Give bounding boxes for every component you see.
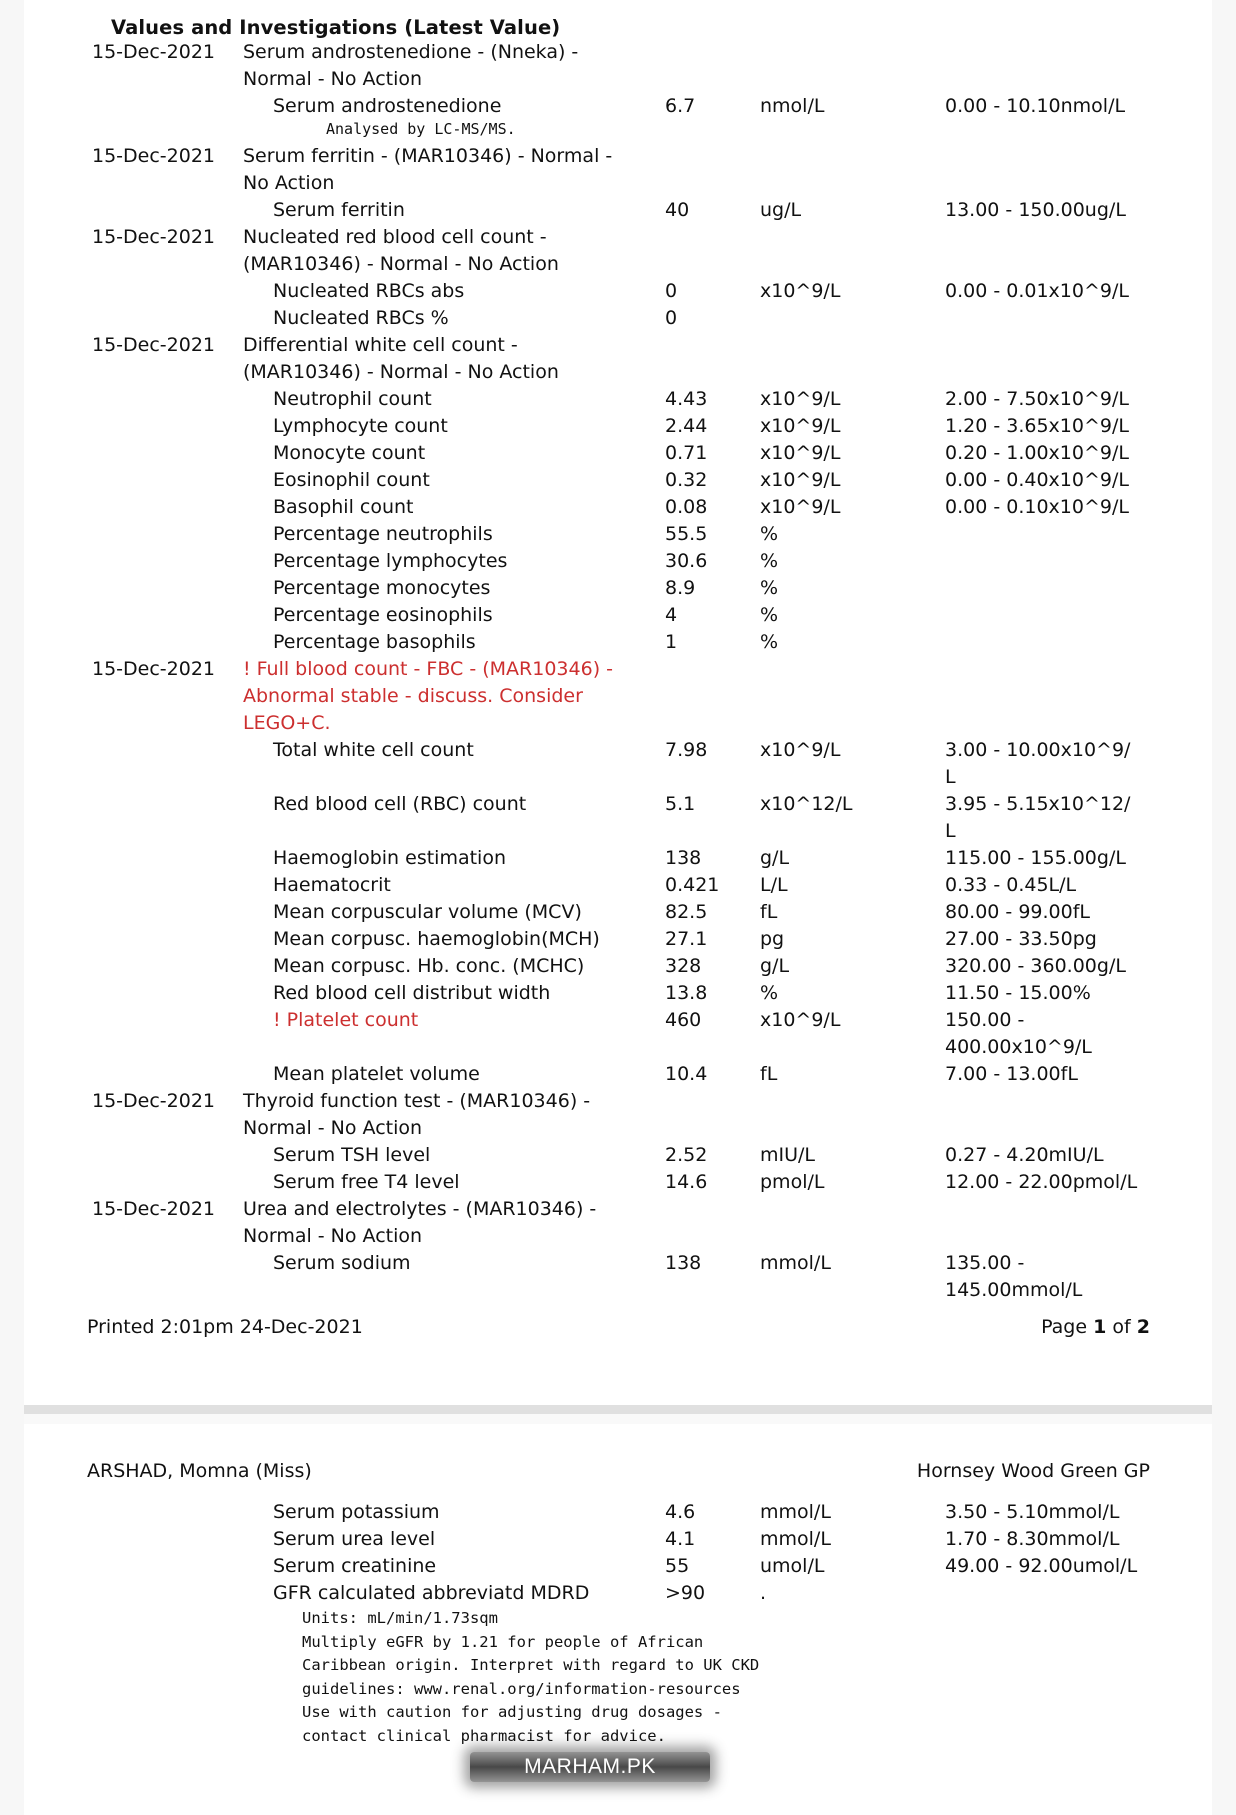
result-row <box>24 1526 1212 1553</box>
result-value: 328 <box>665 955 702 977</box>
result-row <box>24 548 1212 575</box>
result-value: 0 <box>665 280 678 302</box>
result-range: 320.00 - 360.00g/L <box>945 955 1126 977</box>
result-range: 2.00 - 7.50x10^9/L <box>945 388 1129 410</box>
result-date: 15-Dec-2021 <box>92 226 216 248</box>
result-value: 55 <box>665 1555 690 1577</box>
result-name: Percentage monocytes <box>273 577 491 599</box>
result-name: Nucleated RBCs % <box>273 307 449 329</box>
result-row <box>24 93 1212 120</box>
result-unit: x10^9/L <box>760 415 841 437</box>
result-unit: . <box>760 1582 767 1604</box>
results-list-continued <box>24 1499 1212 1748</box>
result-date: 15-Dec-2021 <box>92 1198 216 1220</box>
result-row <box>24 1580 1212 1607</box>
result-range: 11.50 - 15.00% <box>945 982 1091 1004</box>
result-name: Basophil count <box>273 496 414 518</box>
group-header <box>24 39 1212 93</box>
result-name: Percentage lymphocytes <box>273 550 508 572</box>
gfr-note: contact clinical pharmacist for advice. <box>302 1726 666 1745</box>
result-unit: pmol/L <box>760 1171 825 1193</box>
gfr-note: Caribbean origin. Interpret with regard to UK CKD <box>302 1656 760 1674</box>
result-row <box>24 872 1212 899</box>
result-row <box>24 440 1212 467</box>
result-range: 0.00 - 0.10x10^9/L <box>945 496 1129 518</box>
group-heading: Differential white cell count - (MAR10346) - Normal - No Action <box>243 334 559 383</box>
result-name: Serum ferritin <box>273 199 405 221</box>
practice-name: Hornsey Wood Green GP <box>916 1460 1150 1482</box>
result-unit: % <box>760 604 779 626</box>
result-unit: x10^9/L <box>760 739 841 761</box>
result-value: 6.7 <box>665 95 696 117</box>
result-value: 0 <box>665 307 678 329</box>
result-name: Percentage neutrophils <box>273 523 493 545</box>
result-unit: umol/L <box>760 1555 825 1577</box>
result-name: Red blood cell (RBC) count <box>273 793 527 815</box>
result-name: Nucleated RBCs abs <box>273 280 465 302</box>
result-value: 55.5 <box>665 523 708 545</box>
watermark-logo: MARHAM.PK <box>470 1752 710 1782</box>
result-date: 15-Dec-2021 <box>92 658 216 680</box>
result-name: Serum free T4 level <box>273 1171 460 1193</box>
result-unit: g/L <box>760 847 790 869</box>
result-value: >90 <box>665 1582 706 1604</box>
result-value: 4.43 <box>665 388 708 410</box>
result-range: 12.00 - 22.00pmol/L <box>945 1171 1138 1193</box>
result-range: 3.95 - 5.15x10^12/ L <box>945 793 1131 842</box>
result-range: 7.00 - 13.00fL <box>945 1063 1078 1085</box>
result-name: Mean corpuscular volume (MCV) <box>273 901 582 923</box>
result-row <box>24 197 1212 224</box>
result-name: Neutrophil count <box>273 388 432 410</box>
result-name: Serum androstenedione <box>273 95 502 117</box>
result-name: Percentage eosinophils <box>273 604 493 626</box>
result-unit: mmol/L <box>760 1528 831 1550</box>
result-unit: % <box>760 631 779 653</box>
result-range: 0.00 - 10.10nmol/L <box>945 95 1126 117</box>
result-name: Serum sodium <box>273 1252 411 1274</box>
section-title: Values and Investigations (Latest Value) <box>111 16 561 39</box>
result-unit: % <box>760 550 779 572</box>
result-range: 0.20 - 1.00x10^9/L <box>945 442 1129 464</box>
result-unit: x10^9/L <box>760 442 841 464</box>
report-page-1 <box>24 0 1212 1405</box>
result-value: 8.9 <box>665 577 696 599</box>
result-unit: L/L <box>760 874 788 896</box>
result-range: 135.00 - 145.00mmol/L <box>945 1252 1083 1301</box>
result-name: Monocyte count <box>273 442 426 464</box>
result-row <box>24 980 1212 1007</box>
gfr-note: Use with caution for adjusting drug dosages - <box>302 1703 722 1721</box>
result-value: 460 <box>665 1009 702 1031</box>
page-break-divider <box>24 1405 1212 1414</box>
result-unit: mmol/L <box>760 1501 831 1523</box>
result-unit: x10^9/L <box>760 388 841 410</box>
result-name: Red blood cell distribut width <box>273 982 551 1004</box>
result-row <box>24 494 1212 521</box>
group-heading: Urea and electrolytes - (MAR10346) - Normal - No Action <box>243 1198 597 1247</box>
result-range: 3.50 - 5.10mmol/L <box>945 1501 1120 1523</box>
result-value: 13.8 <box>665 982 708 1004</box>
result-value: 138 <box>665 847 702 869</box>
gfr-note: Multiply eGFR by 1.21 for people of African <box>302 1632 704 1651</box>
result-range: 13.00 - 150.00ug/L <box>945 199 1126 221</box>
result-value: 10.4 <box>665 1063 708 1085</box>
group-header <box>24 332 1212 386</box>
result-row <box>24 1061 1212 1088</box>
result-name: GFR calculated abbreviatd MDRD <box>273 1582 590 1604</box>
result-date: 15-Dec-2021 <box>92 1090 216 1112</box>
result-value: 138 <box>665 1252 702 1274</box>
result-unit: pg <box>760 928 785 950</box>
gfr-notes <box>24 1607 1212 1748</box>
result-unit: g/L <box>760 955 790 977</box>
group-heading: Thyroid function test - (MAR10346) - Normal - No Action <box>243 1090 591 1139</box>
result-value: 4 <box>665 604 678 626</box>
group-header <box>24 1196 1212 1250</box>
result-name: Mean corpusc. haemoglobin(MCH) <box>273 928 600 950</box>
printed-timestamp: Printed 2:01pm 24-Dec-2021 <box>87 1316 363 1338</box>
result-name: Serum creatinine <box>273 1555 437 1577</box>
result-value: 14.6 <box>665 1171 708 1193</box>
result-value: 0.08 <box>665 496 708 518</box>
result-unit: x10^9/L <box>760 280 841 302</box>
result-row <box>24 926 1212 953</box>
group-heading: Serum ferritin - (MAR10346) - Normal - No Action <box>243 145 613 194</box>
result-row <box>24 386 1212 413</box>
gfr-note: guidelines: www.renal.org/information-resources <box>302 1679 741 1698</box>
group-heading: Nucleated red blood cell count - (MAR10346) - Normal - No Action <box>243 226 559 275</box>
result-row <box>24 953 1212 980</box>
result-row <box>24 845 1212 872</box>
result-name: Percentage basophils <box>273 631 476 653</box>
result-value: 7.98 <box>665 739 708 761</box>
result-value: 82.5 <box>665 901 708 923</box>
result-row <box>24 1250 1212 1304</box>
result-name: Mean corpusc. Hb. conc. (MCHC) <box>273 955 585 977</box>
group-header <box>24 224 1212 278</box>
result-name: Lymphocyte count <box>273 415 448 437</box>
result-value: 30.6 <box>665 550 708 572</box>
result-value: 4.6 <box>665 1501 696 1523</box>
result-value: 0.421 <box>665 874 720 896</box>
result-row <box>24 602 1212 629</box>
result-unit: x10^9/L <box>760 469 841 491</box>
result-row <box>24 575 1212 602</box>
result-name: Serum potassium <box>273 1501 440 1523</box>
result-range: 115.00 - 155.00g/L <box>945 847 1126 869</box>
result-range: 27.00 - 33.50pg <box>945 928 1097 950</box>
result-unit: nmol/L <box>760 95 825 117</box>
result-range: 0.27 - 4.20mIU/L <box>945 1144 1104 1166</box>
result-unit: fL <box>760 901 778 923</box>
result-range: 1.20 - 3.65x10^9/L <box>945 415 1129 437</box>
result-date: 15-Dec-2021 <box>92 334 216 356</box>
page-break-spacer <box>24 1414 1212 1424</box>
result-row <box>24 467 1212 494</box>
result-row <box>24 305 1212 332</box>
result-value: 0.71 <box>665 442 708 464</box>
result-value: 1 <box>665 631 678 653</box>
group-heading: Serum androstenedione - (Nneka) - Normal - No Action <box>243 41 579 90</box>
result-value: 4.1 <box>665 1528 696 1550</box>
result-unit: mIU/L <box>760 1144 816 1166</box>
result-unit: x10^12/L <box>760 793 853 815</box>
result-range: 49.00 - 92.00umol/L <box>945 1555 1138 1577</box>
result-range: 1.70 - 8.30mmol/L <box>945 1528 1120 1550</box>
result-unit: mmol/L <box>760 1252 831 1274</box>
result-range: 0.00 - 0.40x10^9/L <box>945 469 1129 491</box>
result-unit: x10^9/L <box>760 1009 841 1031</box>
result-name: Total white cell count <box>273 739 474 761</box>
group-header <box>24 143 1212 197</box>
result-range: 150.00 - 400.00x10^9/L <box>945 1009 1092 1058</box>
result-range: 3.00 - 10.00x10^9/ L <box>945 739 1131 788</box>
result-note: Analysed by LC-MS/MS. <box>326 120 516 138</box>
result-range: 0.33 - 0.45L/L <box>945 874 1077 896</box>
result-name: Haemoglobin estimation <box>273 847 507 869</box>
result-name: Haematocrit <box>273 874 391 896</box>
result-name: Eosinophil count <box>273 469 430 491</box>
result-name: Serum TSH level <box>273 1144 431 1166</box>
result-row <box>24 278 1212 305</box>
patient-name: ARSHAD, Momna (Miss) <box>87 1460 312 1482</box>
group-heading-abnormal: ! Full blood count - FBC - (MAR10346) - Abnormal stable - discuss. Consider LEGO+C. <box>243 658 613 734</box>
result-name: Serum urea level <box>273 1528 436 1550</box>
result-value: 2.52 <box>665 1144 708 1166</box>
result-unit: % <box>760 577 779 599</box>
result-unit: fL <box>760 1063 778 1085</box>
result-row-abnormal <box>24 1007 1212 1061</box>
result-row <box>24 413 1212 440</box>
result-row <box>24 1499 1212 1526</box>
result-value: 5.1 <box>665 793 696 815</box>
result-row <box>24 1553 1212 1580</box>
group-header <box>24 1088 1212 1142</box>
result-value: 40 <box>665 199 690 221</box>
result-name-abnormal: ! Platelet count <box>273 1009 419 1031</box>
result-row <box>24 1142 1212 1169</box>
result-unit: x10^9/L <box>760 496 841 518</box>
result-unit: % <box>760 523 779 545</box>
result-row <box>24 1169 1212 1196</box>
result-range: 0.00 - 0.01x10^9/L <box>945 280 1129 302</box>
result-row <box>24 899 1212 926</box>
result-date: 15-Dec-2021 <box>92 145 216 167</box>
result-value: 2.44 <box>665 415 708 437</box>
result-row <box>24 629 1212 656</box>
result-unit: ug/L <box>760 199 802 221</box>
result-row <box>24 791 1212 845</box>
gfr-note: Units: mL/min/1.73sqm <box>302 1609 498 1627</box>
result-name: Mean platelet volume <box>273 1063 480 1085</box>
result-date: 15-Dec-2021 <box>92 41 216 63</box>
result-value: 27.1 <box>665 928 708 950</box>
result-row <box>24 737 1212 791</box>
result-row <box>24 521 1212 548</box>
result-unit: % <box>760 982 779 1004</box>
result-range: 80.00 - 99.00fL <box>945 901 1090 923</box>
result-value: 0.32 <box>665 469 708 491</box>
group-header-abnormal <box>24 656 1212 737</box>
page-indicator: Page 1 of 2 <box>1041 1316 1150 1338</box>
results-list <box>24 39 1212 1304</box>
